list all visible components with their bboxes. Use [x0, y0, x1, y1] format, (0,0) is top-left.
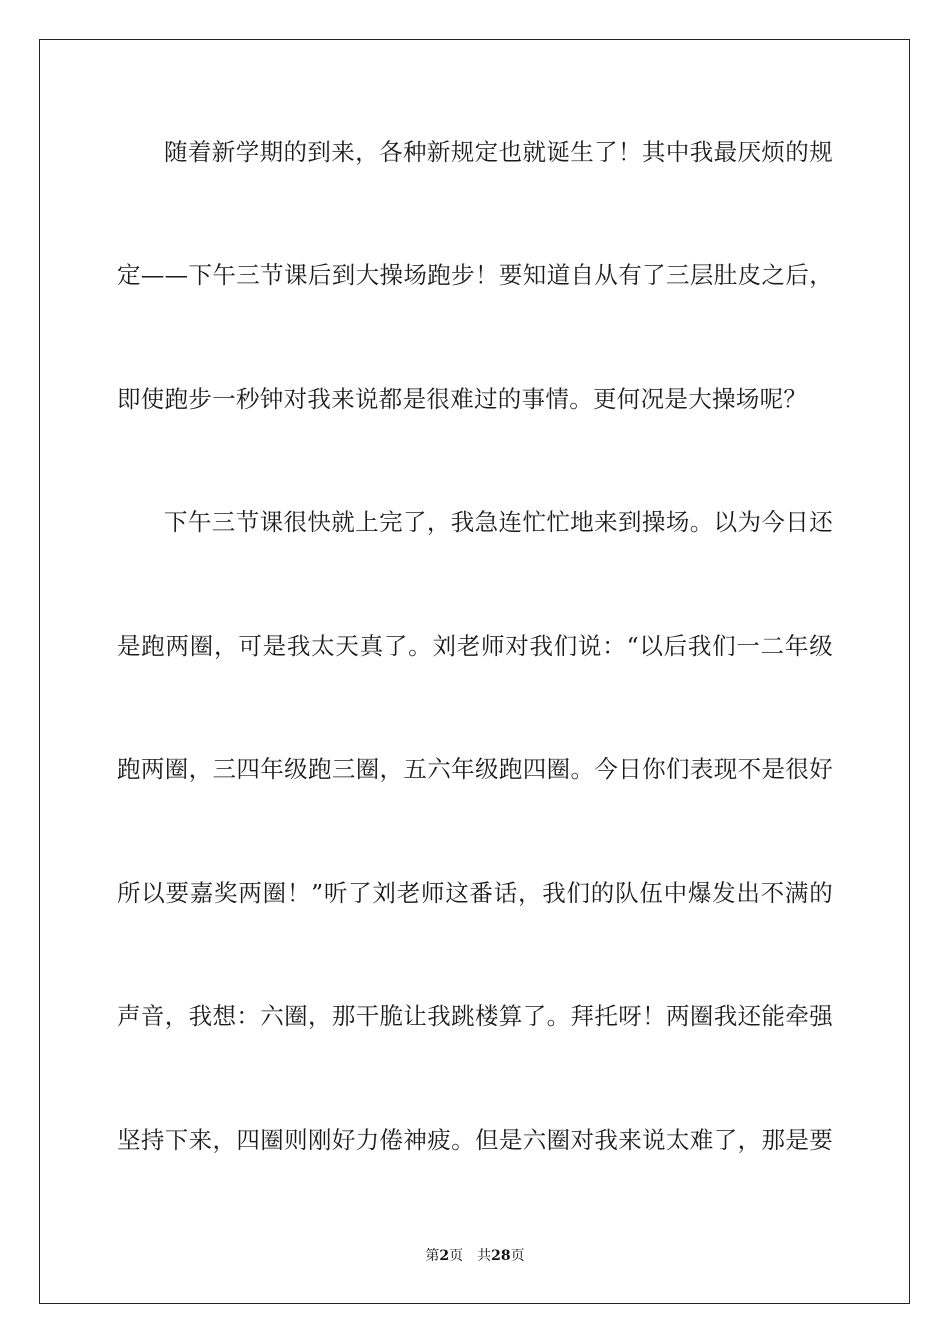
total-suffix: 页: [510, 1248, 525, 1264]
page-number: 2: [439, 1248, 450, 1264]
paragraph-2-line-2: 是跑两圈，可是我太天真了。刘老师对我们说：“以后我们一二年级: [117, 632, 833, 660]
paragraph-1-line-3: 即使跑步一秒钟对我来说都是很难过的事情。更何况是大操场呢？: [117, 385, 808, 413]
paragraph-1-line-1: 随着新学期的到来，各种新规定也就诞生了！其中我最厌烦的规: [164, 138, 833, 166]
paragraph-1-line-2: 定——下午三节课后到大操场跑步！要知道自从有了三层肚皮之后，: [117, 261, 833, 289]
total-pages: 28: [491, 1248, 511, 1264]
paragraph-2-line-3: 跑两圈，三四年级跑三圈，五六年级跑四圈。今日你们表现不是很好: [117, 755, 833, 783]
paragraph-2-line-1: 下午三节课很快就上完了，我急连忙忙地来到操场。以为今日还: [164, 508, 833, 536]
paragraph-2-line-5: 声音，我想：六圈，那干脆让我跳楼算了。拜托呀！两圈我还能牵强: [117, 1002, 833, 1030]
paragraph-2-line-4: 所以要嘉奖两圈！”听了刘老师这番话，我们的队伍中爆发出不满的: [117, 879, 833, 907]
total-prefix: 共: [477, 1248, 492, 1264]
page-footer: [0, 1247, 950, 1265]
paragraph-2-line-6: 坚持下来，四圈则刚好力倦神疲。但是六圈对我来说太难了，那是要: [117, 1126, 833, 1154]
page-suffix: 页: [449, 1248, 464, 1264]
page-prefix: 第: [425, 1248, 440, 1264]
page-border: [39, 39, 910, 1304]
